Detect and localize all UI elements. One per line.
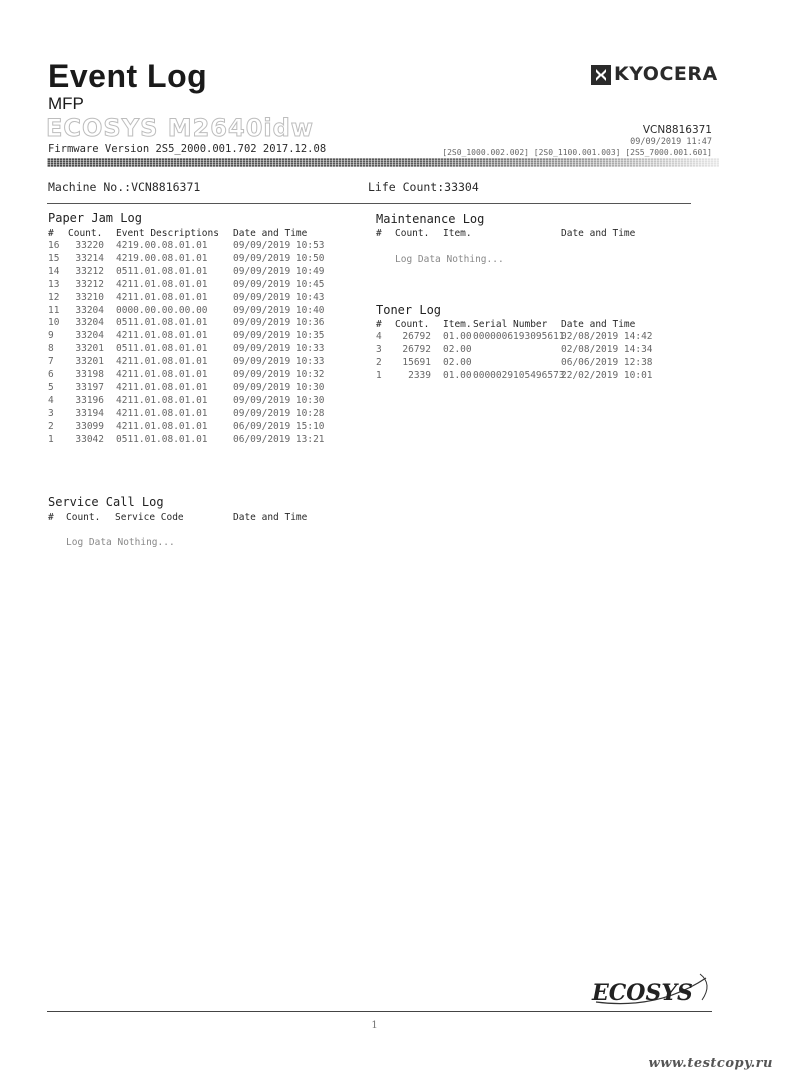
toner-log-title: Toner Log [376, 303, 442, 317]
table-cell: 0511.01.08.01.01 [116, 265, 208, 277]
table-cell: 15 [48, 252, 60, 264]
table-cell: 4211.01.08.01.01 [116, 291, 208, 303]
table-cell: 09/09/2019 10:40 [233, 304, 325, 316]
service-call-log-empty: Log Data Nothing... [66, 537, 175, 548]
model-name: ECOSYS M2640idw [46, 114, 314, 142]
table-cell: 2 [48, 420, 54, 432]
table-cell: 02/08/2019 14:42 [561, 331, 653, 342]
table-cell: 06/09/2019 13:21 [233, 433, 325, 445]
table-cell: 15691 [402, 356, 431, 368]
table-cell: 0000029105496573 [473, 369, 565, 381]
table-cell: 4219.00.08.01.01 [116, 252, 208, 264]
table-cell: 02.00 [443, 356, 472, 368]
table-cell: 6 [48, 369, 54, 380]
table-cell: 33204 [75, 330, 104, 342]
table-cell: 33204 [75, 304, 104, 316]
table-cell: 09/09/2019 10:30 [233, 381, 325, 393]
table-cell: 14 [48, 265, 60, 277]
table-row [48, 356, 348, 369]
toner-log-header [376, 319, 696, 331]
service-call-log-header [48, 512, 348, 524]
table-cell: 09/09/2019 10:45 [233, 278, 325, 290]
table-cell: 33196 [75, 394, 104, 406]
table-cell: 33198 [75, 369, 104, 380]
page-number: 1 [371, 1020, 378, 1031]
table-cell: 4211.01.08.01.01 [116, 420, 208, 432]
table-cell: 06/06/2019 12:38 [561, 356, 653, 368]
table-cell: 4211.01.08.01.01 [116, 394, 208, 406]
table-row [376, 357, 706, 370]
table-cell: 33220 [75, 240, 104, 251]
table-cell: 09/09/2019 10:36 [233, 317, 325, 329]
header-divider-bar [47, 158, 719, 167]
table-row [48, 279, 348, 292]
firmware-version: Firmware Version 2S5_2000.001.702 2017.12.08 [48, 143, 327, 155]
table-row [376, 331, 706, 344]
table-cell: 0511.01.08.01.01 [116, 343, 208, 355]
table-cell: 8 [48, 343, 54, 355]
table-cell: 01.00 [443, 369, 472, 381]
column-header: Count. [395, 228, 430, 239]
table-cell: 7 [48, 356, 54, 368]
table-cell: 09/09/2019 10:32 [233, 369, 325, 380]
page-subtitle: MFP [48, 94, 84, 113]
header-versions: [2S0_1000.002.002] [2S0_1100.001.003] [2S5_7000.001.601] [442, 148, 712, 157]
table-cell: 33204 [75, 317, 104, 329]
table-cell: 13 [48, 278, 60, 290]
table-row [48, 253, 348, 266]
column-header: # [376, 319, 382, 330]
table-cell: 4211.01.08.01.01 [116, 356, 208, 368]
column-header: # [48, 228, 54, 239]
column-header: # [48, 512, 54, 523]
table-cell: 09/09/2019 10:50 [233, 252, 325, 264]
table-cell: 09/09/2019 10:35 [233, 330, 325, 342]
kyocera-mark-icon [590, 64, 612, 86]
maintenance-log-header [376, 228, 676, 240]
table-cell: 09/09/2019 10:28 [233, 407, 325, 419]
summary-divider [47, 203, 691, 204]
table-row [48, 369, 348, 382]
table-cell: 26792 [402, 343, 431, 355]
table-cell: 12 [48, 291, 60, 303]
column-header: Serial Number [473, 319, 548, 330]
table-cell: 4 [48, 394, 54, 406]
column-header: Date and Time [561, 319, 636, 330]
table-row [48, 343, 348, 356]
table-cell: 1 [48, 433, 54, 445]
table-cell: 9 [48, 330, 54, 342]
machine-number: Machine No.:VCN8816371 [48, 180, 201, 194]
table-row [48, 395, 348, 408]
table-cell: 0000.00.00.00.00 [116, 304, 208, 316]
table-row [48, 434, 348, 447]
table-cell: 3 [376, 343, 382, 355]
table-cell: 0511.01.08.01.01 [116, 433, 208, 445]
table-cell: 33099 [75, 420, 104, 432]
column-header: Count. [395, 319, 430, 330]
paper-jam-log-title: Paper Jam Log [48, 211, 142, 225]
table-cell: 33197 [75, 381, 104, 393]
table-cell: 0000006193095611 [473, 331, 565, 342]
table-cell: 22/02/2019 10:01 [561, 369, 653, 381]
table-cell: 33214 [75, 252, 104, 264]
table-cell: 09/09/2019 10:43 [233, 291, 325, 303]
column-header: Date and Time [233, 512, 308, 523]
service-call-log-title: Service Call Log [48, 495, 164, 509]
table-cell: 11 [48, 304, 60, 316]
table-row [48, 421, 348, 434]
table-row [48, 240, 348, 253]
life-count: Life Count:33304 [368, 180, 479, 194]
table-row [48, 382, 348, 395]
table-cell: 09/09/2019 10:49 [233, 265, 325, 277]
paper-jam-log-header [48, 228, 348, 240]
table-cell: 01.00 [443, 331, 472, 342]
table-cell: 0511.01.08.01.01 [116, 317, 208, 329]
table-cell: 33201 [75, 356, 104, 368]
table-cell: 02/08/2019 14:34 [561, 343, 653, 355]
table-cell: 33212 [75, 278, 104, 290]
column-header: Event Descriptions [116, 228, 219, 239]
column-header: Count. [68, 228, 103, 239]
table-cell: 09/09/2019 10:33 [233, 343, 325, 355]
table-cell: 33201 [75, 343, 104, 355]
column-header: Date and Time [561, 228, 636, 239]
table-cell: 4211.01.08.01.01 [116, 278, 208, 290]
kyocera-wordmark: KYOCERA [614, 63, 718, 85]
table-row [48, 292, 348, 305]
maintenance-log-empty: Log Data Nothing... [395, 254, 504, 265]
table-cell: 4211.01.08.01.01 [116, 369, 208, 380]
table-cell: 33042 [75, 433, 104, 445]
table-cell: 2 [376, 356, 382, 368]
table-row [376, 344, 706, 357]
table-row [48, 266, 348, 279]
column-header: Item. [443, 319, 472, 330]
column-header: # [376, 228, 382, 239]
footer-divider [47, 1011, 712, 1012]
table-cell: 09/09/2019 10:33 [233, 356, 325, 368]
watermark: www.testcopy.ru [648, 1056, 773, 1071]
header-machine-id: VCN8816371 [642, 124, 712, 136]
table-cell: 4211.01.08.01.01 [116, 381, 208, 393]
table-cell: 4 [376, 331, 382, 342]
maintenance-log-title: Maintenance Log [376, 212, 485, 226]
table-cell: 16 [48, 240, 60, 251]
table-cell: 33210 [75, 291, 104, 303]
column-header: Count. [66, 512, 101, 523]
table-cell: 4219.00.08.01.01 [116, 240, 208, 251]
table-cell: 02.00 [443, 343, 472, 355]
table-cell: 33194 [75, 407, 104, 419]
column-header: Date and Time [233, 228, 308, 239]
table-cell: 09/09/2019 10:53 [233, 240, 325, 251]
table-row [48, 408, 348, 421]
table-cell: 4211.01.08.01.01 [116, 407, 208, 419]
page-title: Event Log [48, 58, 208, 94]
table-row [48, 305, 348, 318]
table-cell: 06/09/2019 15:10 [233, 420, 325, 432]
kyocera-logo [590, 63, 718, 88]
table-cell: 33212 [75, 265, 104, 277]
table-cell: 4211.01.08.01.01 [116, 330, 208, 342]
column-header: Item. [443, 228, 472, 239]
table-row [48, 330, 348, 343]
table-row [376, 370, 706, 383]
table-row [48, 317, 348, 330]
table-cell: 3 [48, 407, 54, 419]
ecosys-logo-text: ECOSYS [592, 980, 693, 1006]
ecosys-logo [588, 970, 718, 1010]
column-header: Service Code [115, 512, 184, 523]
table-cell: 26792 [402, 331, 431, 342]
table-cell: 09/09/2019 10:30 [233, 394, 325, 406]
table-cell: 2339 [408, 369, 431, 381]
table-cell: 5 [48, 381, 54, 393]
table-cell: 1 [376, 369, 382, 381]
table-cell: 10 [48, 317, 60, 329]
header-datetime: 09/09/2019 11:47 [630, 137, 712, 147]
